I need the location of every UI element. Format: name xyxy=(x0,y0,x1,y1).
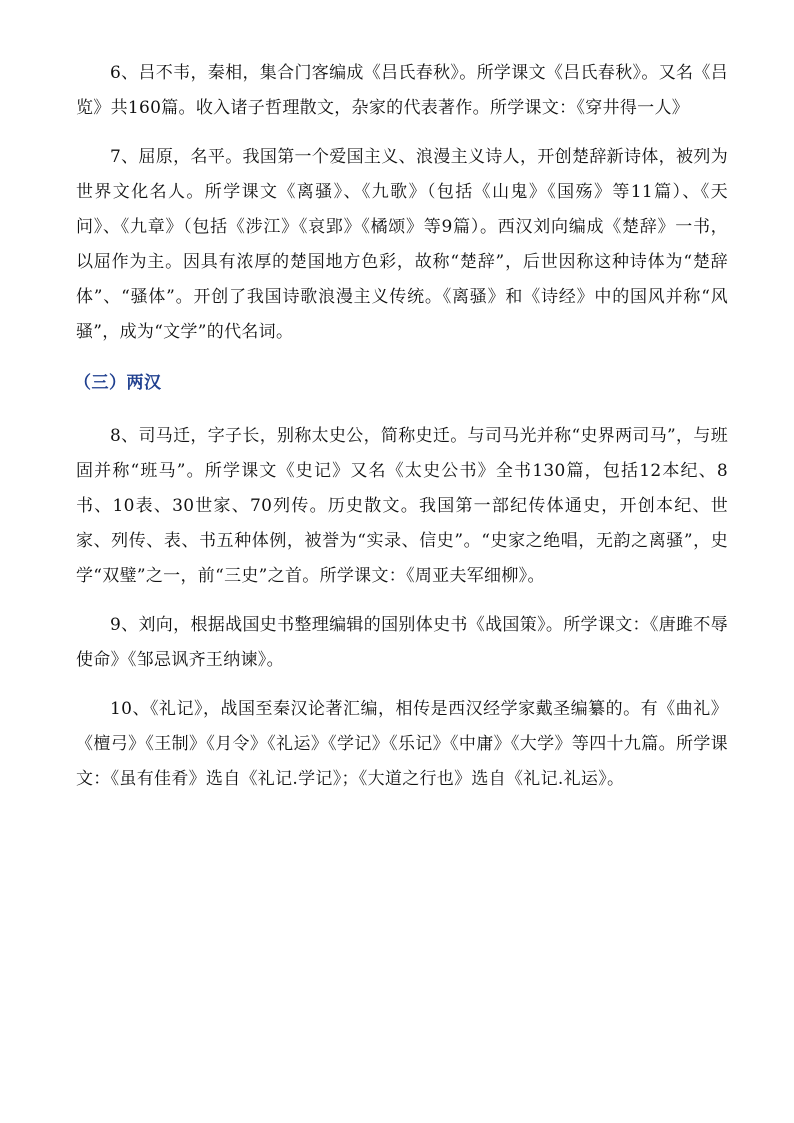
paragraph-lv-buwei: 6、吕不韦，秦相，集合门客编成《吕氏春秋》。所学课文《吕氏春秋》。又名《吕览》共160篇。收入诸子哲理散文，杂家的代表著作。所学课文：《穿井得一人》 xyxy=(76,63,728,118)
paragraph-qu-yuan: 7、屈原，名平。我国第一个爱国主义、浪漫主义诗人，开创楚辞新诗体，被列为世界文化名人。所学课文《离骚》、《九歌》（包括《山鬼》《国殇》等11篇）、《天问》、《九章》（包括《涉江》《哀郢》《橘颂》等9篇）。西汉刘向编成《楚辞》一书，以屈作为主。因具有浓厚的楚国地方色彩，故称“楚辞”，后世因称这种诗体为“楚辞体”、“骚体”。开创了我国诗歌浪漫主义传统。《离骚》和《诗经》中的国风并称“风骚”，成为“文学”的代名词。 xyxy=(76,147,728,342)
paragraph-liu-xiang: 9、刘向，根据战国史书整理编辑的国别体史书《战国策》。所学课文：《唐雎不辱使命》《邹忌讽齐王纳谏》。 xyxy=(76,615,728,670)
section-heading-liang-han: （三）两汉 xyxy=(74,373,162,393)
paragraph-sima-qian: 8、司马迁，字子长，别称太史公，简称史迁。与司马光并称“史界两司马”，与班固并称“班马”。所学课文《史记》又名《太史公书》全书130篇，包括12本纪、8书、10表、30世家、70列传。历史散文。我国第一部纪传体通史，开创本纪、世家、列传、表、书五种体例，被誉为“实录、信史”。“史家之绝唱，无韵之离骚”，史学“双璧”之一，前“三史”之首。所学课文：《周亚夫军细柳》。 xyxy=(76,426,728,586)
paragraph-li-ji: 10、《礼记》，战国至秦汉论著汇编，相传是西汉经学家戴圣编纂的。有《曲礼》《檀弓》《王制》《月令》《礼运》《学记》《乐记》《中庸》《大学》等四十九篇。所学课文：《虽有佳肴》选自《礼记.学记》；《大道之行也》选自《礼记.礼运》。 xyxy=(76,699,728,789)
